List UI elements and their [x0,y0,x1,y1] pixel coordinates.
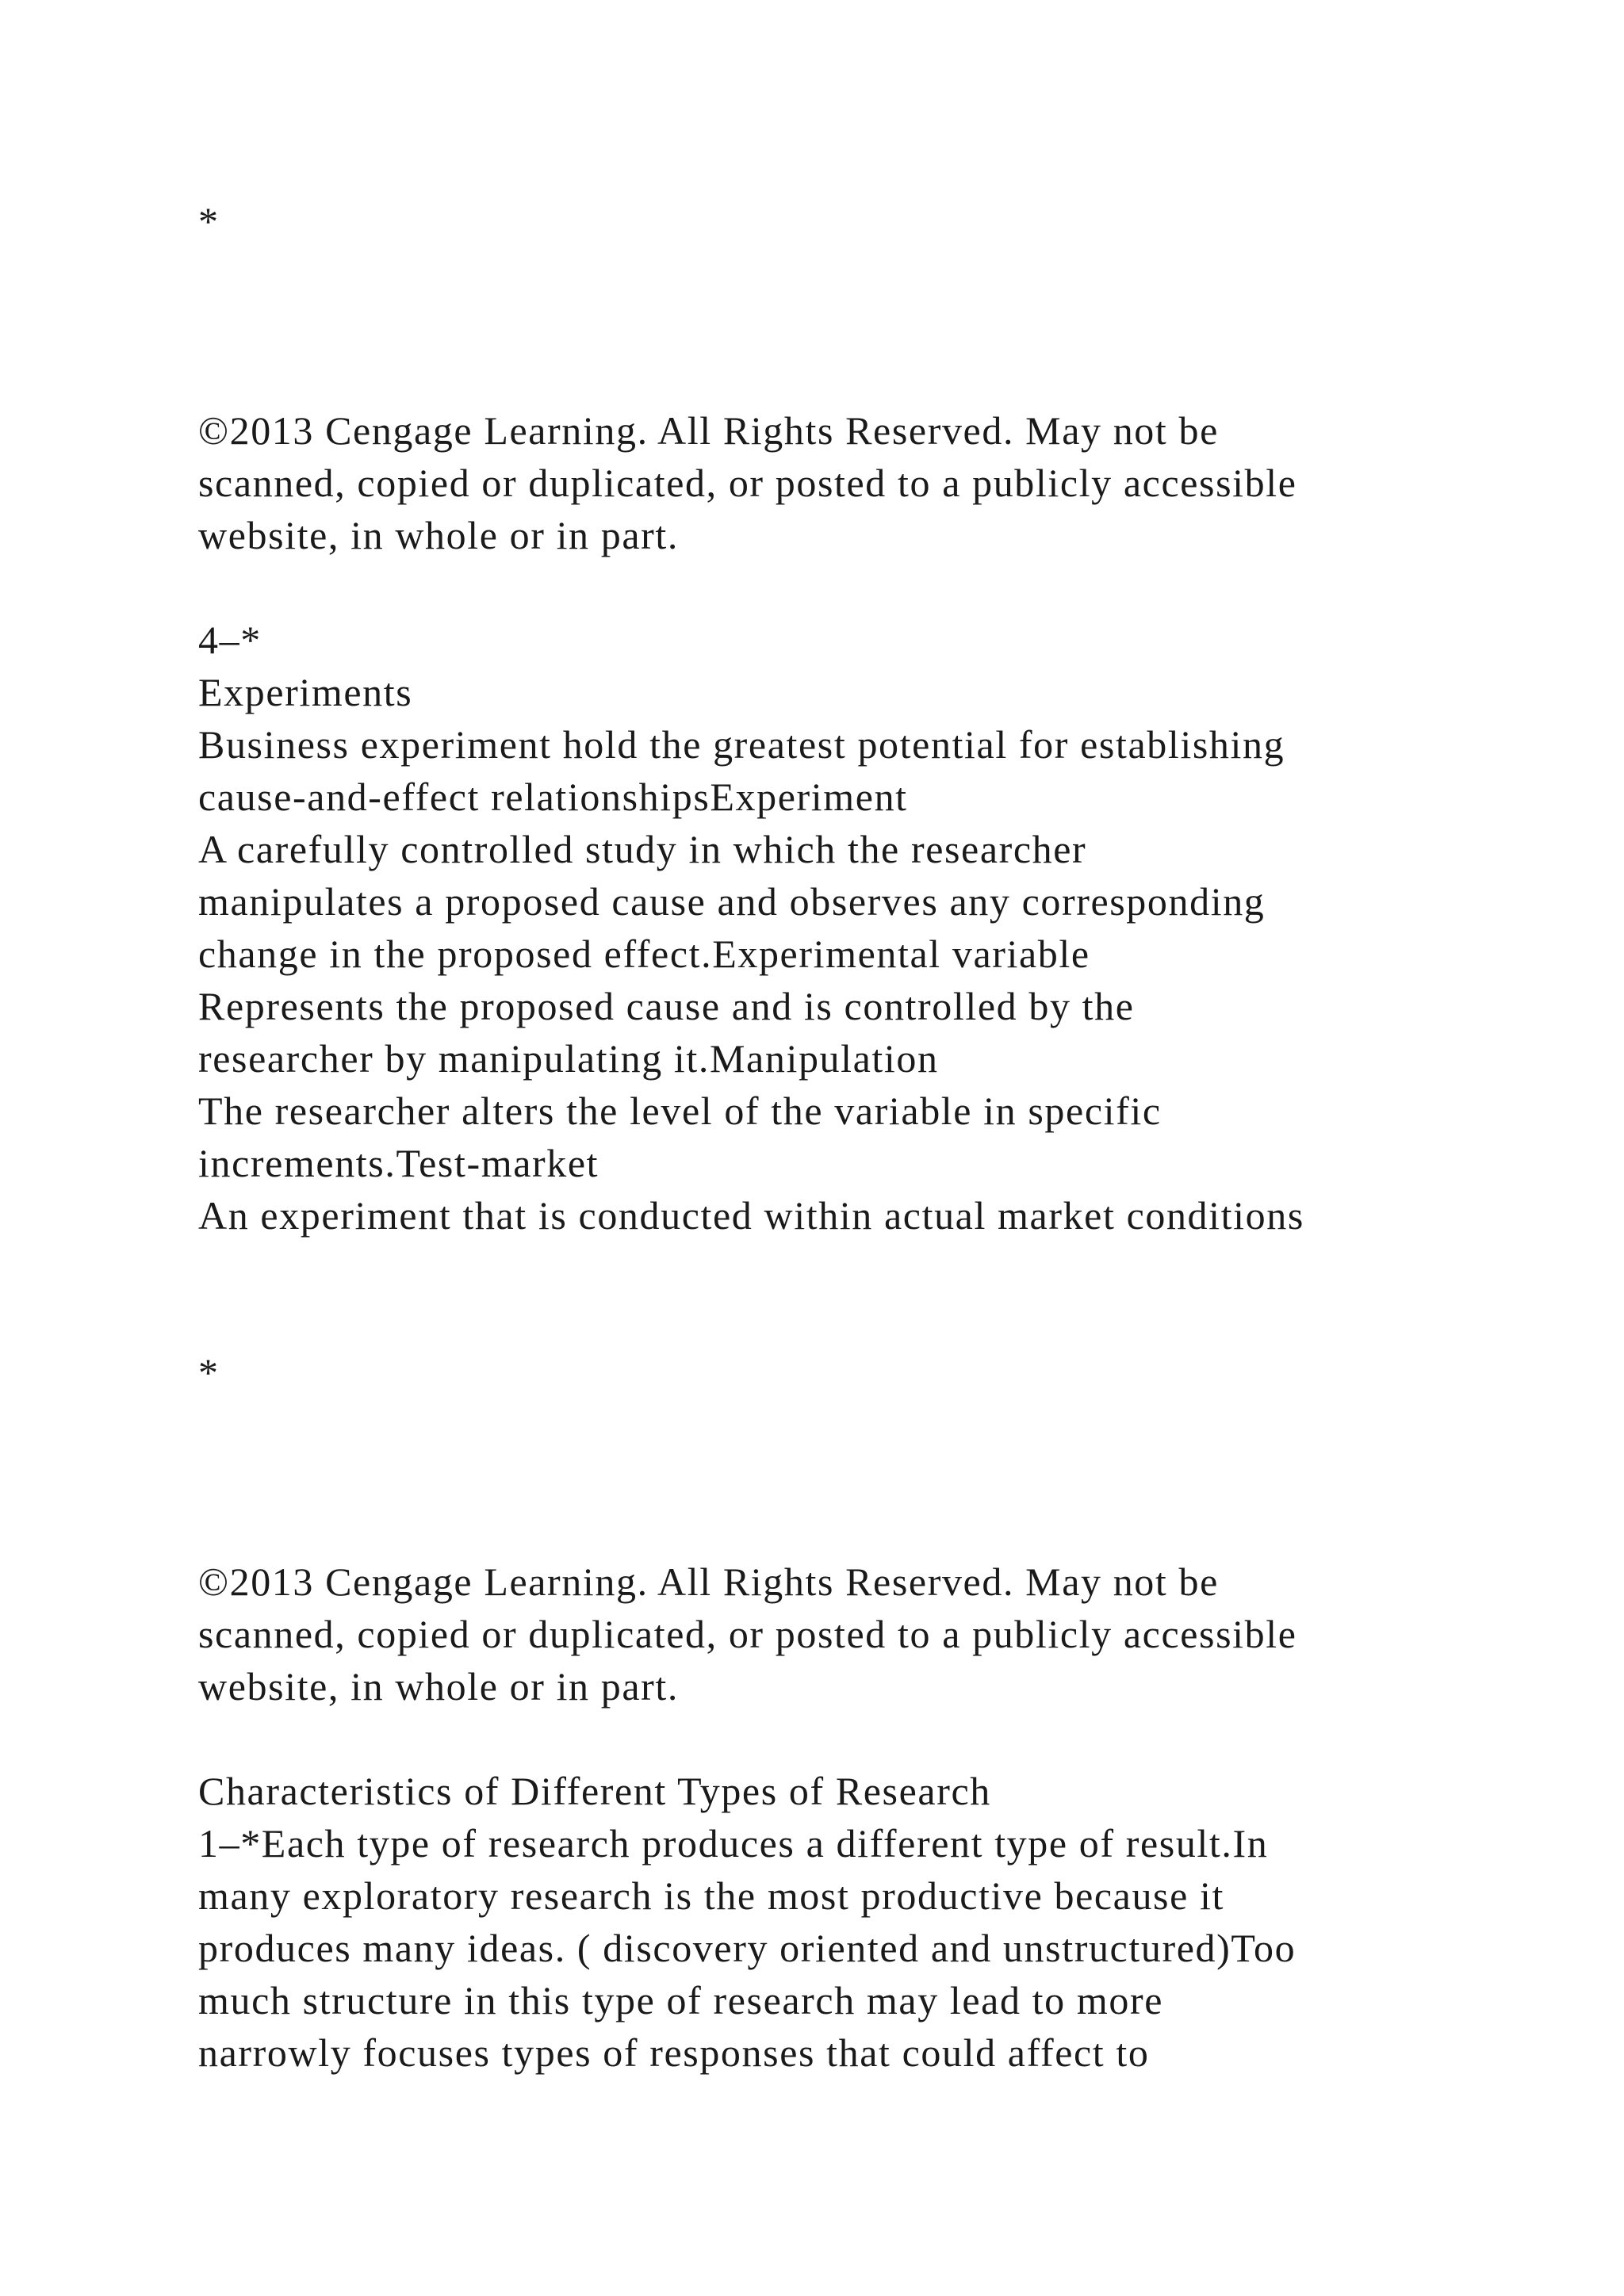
copyright-notice-line: website, in whole or in part. [198,1664,679,1709]
body-text-line: Represents the proposed cause and is controlled by the [198,984,1135,1028]
body-text-line: 1–*Each type of research produces a different type of result.In [198,1821,1269,1866]
body-text-line: An experiment that is conducted within actual market conditions [198,1193,1304,1238]
copyright-notice-line: ©2013 Cengage Learning. All Rights Reserved. May not be [198,408,1219,453]
body-text-line: The researcher alters the level of the variable in specific [198,1089,1162,1133]
body-text-line: increments.Test-market [198,1141,599,1185]
body-text-line: many exploratory research is the most productive because it [198,1873,1224,1918]
body-text-line: researcher by manipulating it.Manipulation [198,1036,939,1081]
body-text-line: Business experiment hold the greatest potential for establishing [198,722,1285,767]
copyright-notice-line: scanned, copied or duplicated, or posted to a publicly accessible [198,1612,1297,1656]
slide-marker: * [198,199,220,243]
section-heading: Experiments [198,670,413,714]
slide-marker: * [198,1350,220,1395]
body-text-line: narrowly focuses types of responses that could affect to [198,2030,1150,2075]
slide-number: 4–* [198,618,262,662]
body-text-line: much structure in this type of research may lead to more [198,1978,1163,2022]
body-text-line: cause-and-effect relationshipsExperiment [198,775,908,819]
body-text-line: produces many ideas. ( discovery oriented and unstructured)Too [198,1926,1297,1970]
body-text-line: manipulates a proposed cause and observes any corresponding [198,879,1266,924]
body-text-line: change in the proposed effect.Experimental variable [198,932,1090,976]
copyright-notice-line: website, in whole or in part. [198,513,679,557]
copyright-notice-line: ©2013 Cengage Learning. All Rights Reserved. May not be [198,1559,1219,1604]
section-heading: Characteristics of Different Types of Research [198,1769,991,1813]
body-text-line: A carefully controlled study in which the researcher [198,827,1087,871]
copyright-notice-line: scanned, copied or duplicated, or posted to a publicly accessible [198,461,1297,505]
